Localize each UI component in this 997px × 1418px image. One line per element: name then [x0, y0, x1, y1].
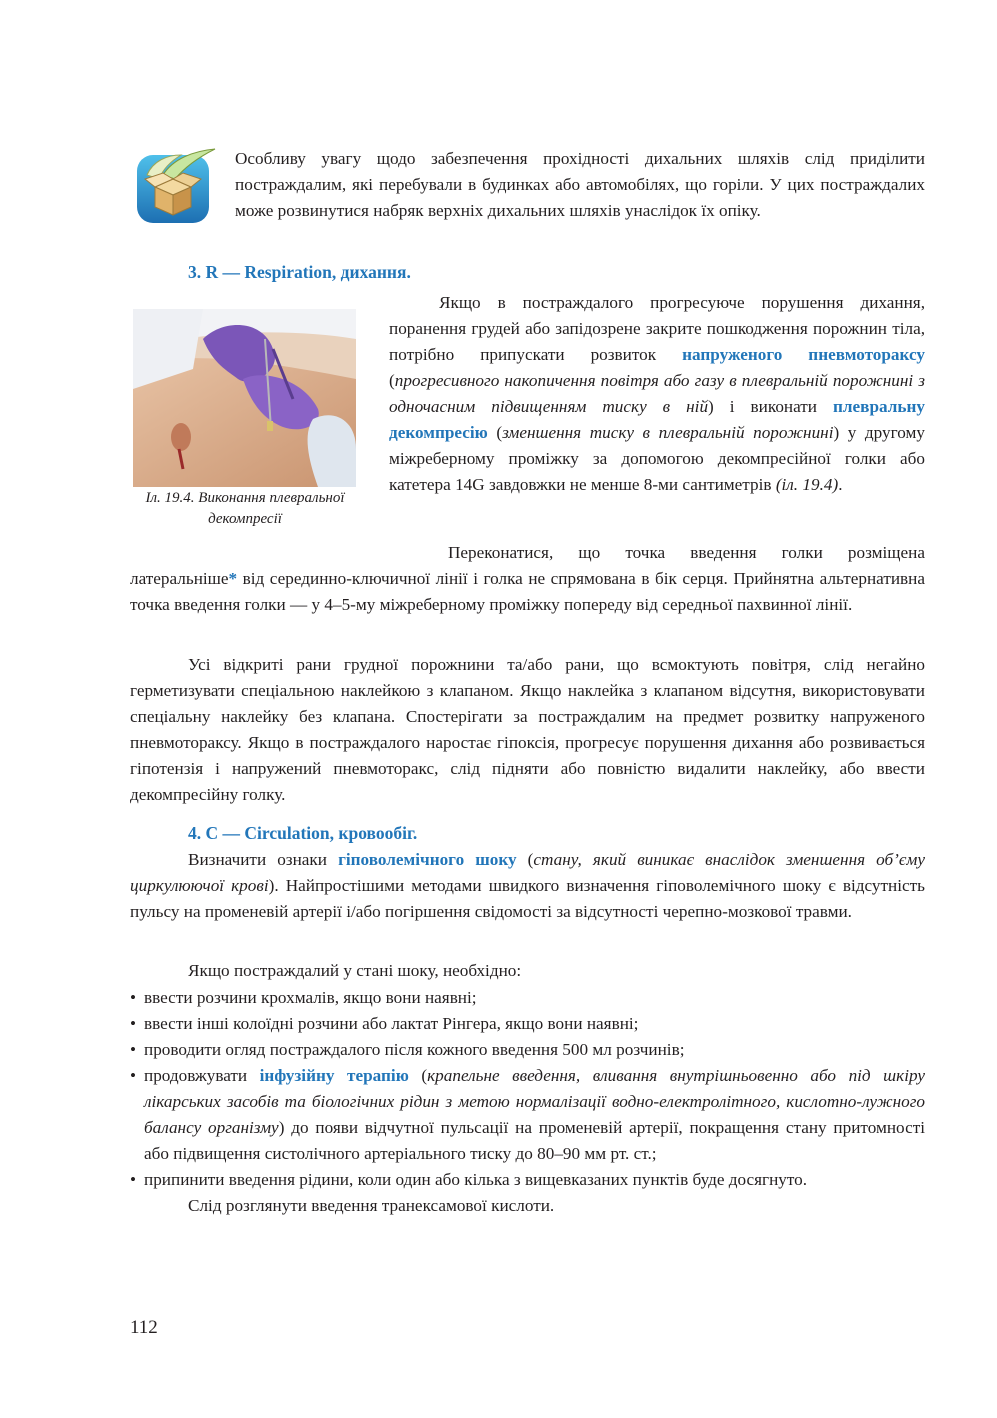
definition-run: стану, який виникає внаслідок зменшення об’єму циркулюючої крові	[130, 850, 926, 895]
section-4-paragraph-1	[130, 847, 925, 925]
bullet-marker: •	[130, 1066, 137, 1085]
text-run: Визначити ознаки	[188, 850, 339, 869]
bullet-marker: •	[130, 1014, 137, 1033]
definition-run: прогресивного накопичення повітря або газу в плевральній порожнині з одночасним підвищенням тиску в ній	[389, 371, 925, 416]
text-run: ). Найпростішими методами швидкого визначення гіповолемічного шоку є відсутність пульсу на променевій артерії і/або погіршення свідомості за відсутності черепно-мозкової травми.	[130, 876, 925, 921]
list-item-text: ввести розчини крохмалів, якщо вони наявні;	[144, 988, 477, 1007]
text-run: ) і виконати	[708, 397, 833, 416]
section-4-paragraph-2	[130, 958, 925, 984]
section-3-heading: 3. R — Respiration, дихання.	[188, 262, 411, 282]
text-run: (	[516, 850, 534, 869]
text-run: (	[389, 371, 395, 390]
note-paragraph: Особливу увагу щодо забезпечення прохідності дихальних шляхів слід приділити постраждалим, які перебували в будинках або автомобілях, що горіли. У цих постраждалих може розвинутися набряк верхніх дихальних шляхів унаслідок їх опіку.	[235, 149, 925, 220]
text-run: (	[408, 1066, 428, 1085]
bullet-marker: •	[130, 988, 137, 1007]
term-pleural-decompression: плевральну декомпресію	[389, 397, 925, 442]
text-run: від серединно-ключичної лінії і голка не спрямована в бік серця. Прийнятна альтернативна точка введення голки — у 4–5-му міжреберному проміжку попереду від середньої пахвинної лінії.	[130, 569, 925, 614]
text-run: Якщо в постраждалого прогресуюче порушення дихання, поранення грудей або запідозрене закрите пошкодження порожнин тіла, потрібно припускати розвиток	[389, 293, 925, 364]
figure-reference: (іл. 19.4)	[775, 475, 839, 494]
list-item-text: проводити огляд постраждалого після кожного введення 500 мл розчинів;	[144, 1040, 685, 1059]
list-item	[130, 1037, 925, 1063]
term-infusion-therapy: інфузійну терапію	[259, 1066, 409, 1085]
text-run: (	[487, 423, 503, 442]
figure-caption: Іл. 19.4. Виконання плевральної декомпресії	[145, 490, 345, 527]
paragraph: Якщо постраждалий у стані шоку, необхідно:	[188, 961, 522, 980]
list-item	[130, 1063, 925, 1167]
definition-run: крапельне введення, вливання внутрішньовенно або під шкіру лікарських засобів та біологічних рідин з метою нормалізації водно-електролітного, кислотно-лужного балансу організму	[144, 1066, 925, 1137]
section-3-paragraph-3	[130, 652, 925, 808]
text-run: ) до появи відчутної пульсації на променевій артерії, покращення стану притомності або підвищення систолічного артеріального тиску до 80–90 мм рт. ст.;	[144, 1118, 925, 1163]
figure-19-4-photo	[133, 309, 356, 487]
section-3-paragraph-2	[130, 540, 925, 618]
list-item	[130, 1011, 925, 1037]
bullet-marker: •	[130, 1040, 137, 1059]
open-box-with-pen-icon	[133, 145, 217, 225]
list-item-text: припинити введення рідини, коли один або кілька з вищевказаних пунктів буде досягнуто.	[144, 1170, 808, 1189]
note-text	[213, 146, 925, 224]
text-run: ) у другому міжреберному проміжку за допомогою декомпресійної голки або катетера 14G завдовжки не менше 8-ми сантиметрів	[389, 423, 925, 494]
list-item	[130, 1167, 925, 1193]
text-run: Переконатися, що точка введення голки розміщена латеральніше	[130, 543, 925, 588]
shock-actions-list	[130, 985, 925, 1219]
page-number: 112	[130, 1317, 158, 1338]
list-item-text: ввести інші колоїдні розчини або лактат Рінгера, якщо вони наявні;	[144, 1014, 639, 1033]
term-tension-pneumothorax: напруженого пневмотораксу	[682, 345, 925, 364]
text-run: продовжувати	[144, 1066, 260, 1085]
bullet-marker: •	[130, 1170, 137, 1189]
term-hypovolemic-shock: гіповолемічного шоку	[338, 850, 517, 869]
footnote-asterisk: *	[228, 569, 238, 588]
list-item	[130, 985, 925, 1011]
section-4-heading: 4. C — Circulation, кровообіг.	[188, 823, 418, 843]
section-3-paragraph-1	[389, 290, 925, 498]
paragraph: Усі відкриті рани грудної порожнини та/або рани, що всмоктують повітря, слід негайно герметизувати спеціальною наклейкою з клапаном. Якщо наклейка з клапаном відсутня, використовувати спеціальну наклейку без клапана. Спостерігати за постраждалим на предмет розвитку напруженого пневмотораксу. Якщо в постраждалого наростає гіпоксія, прогресує порушення дихання або розвивається гіпотензія і напружений пневмоторакс, слід підняти або повністю видалити наклейку, або ввести декомпресійну голку.	[130, 655, 925, 804]
definition-run: зменшення тиску в плевральній порожнині	[502, 423, 834, 442]
text-run: .	[838, 475, 843, 494]
paragraph: Слід розглянути введення транексамової кислоти.	[188, 1196, 555, 1215]
